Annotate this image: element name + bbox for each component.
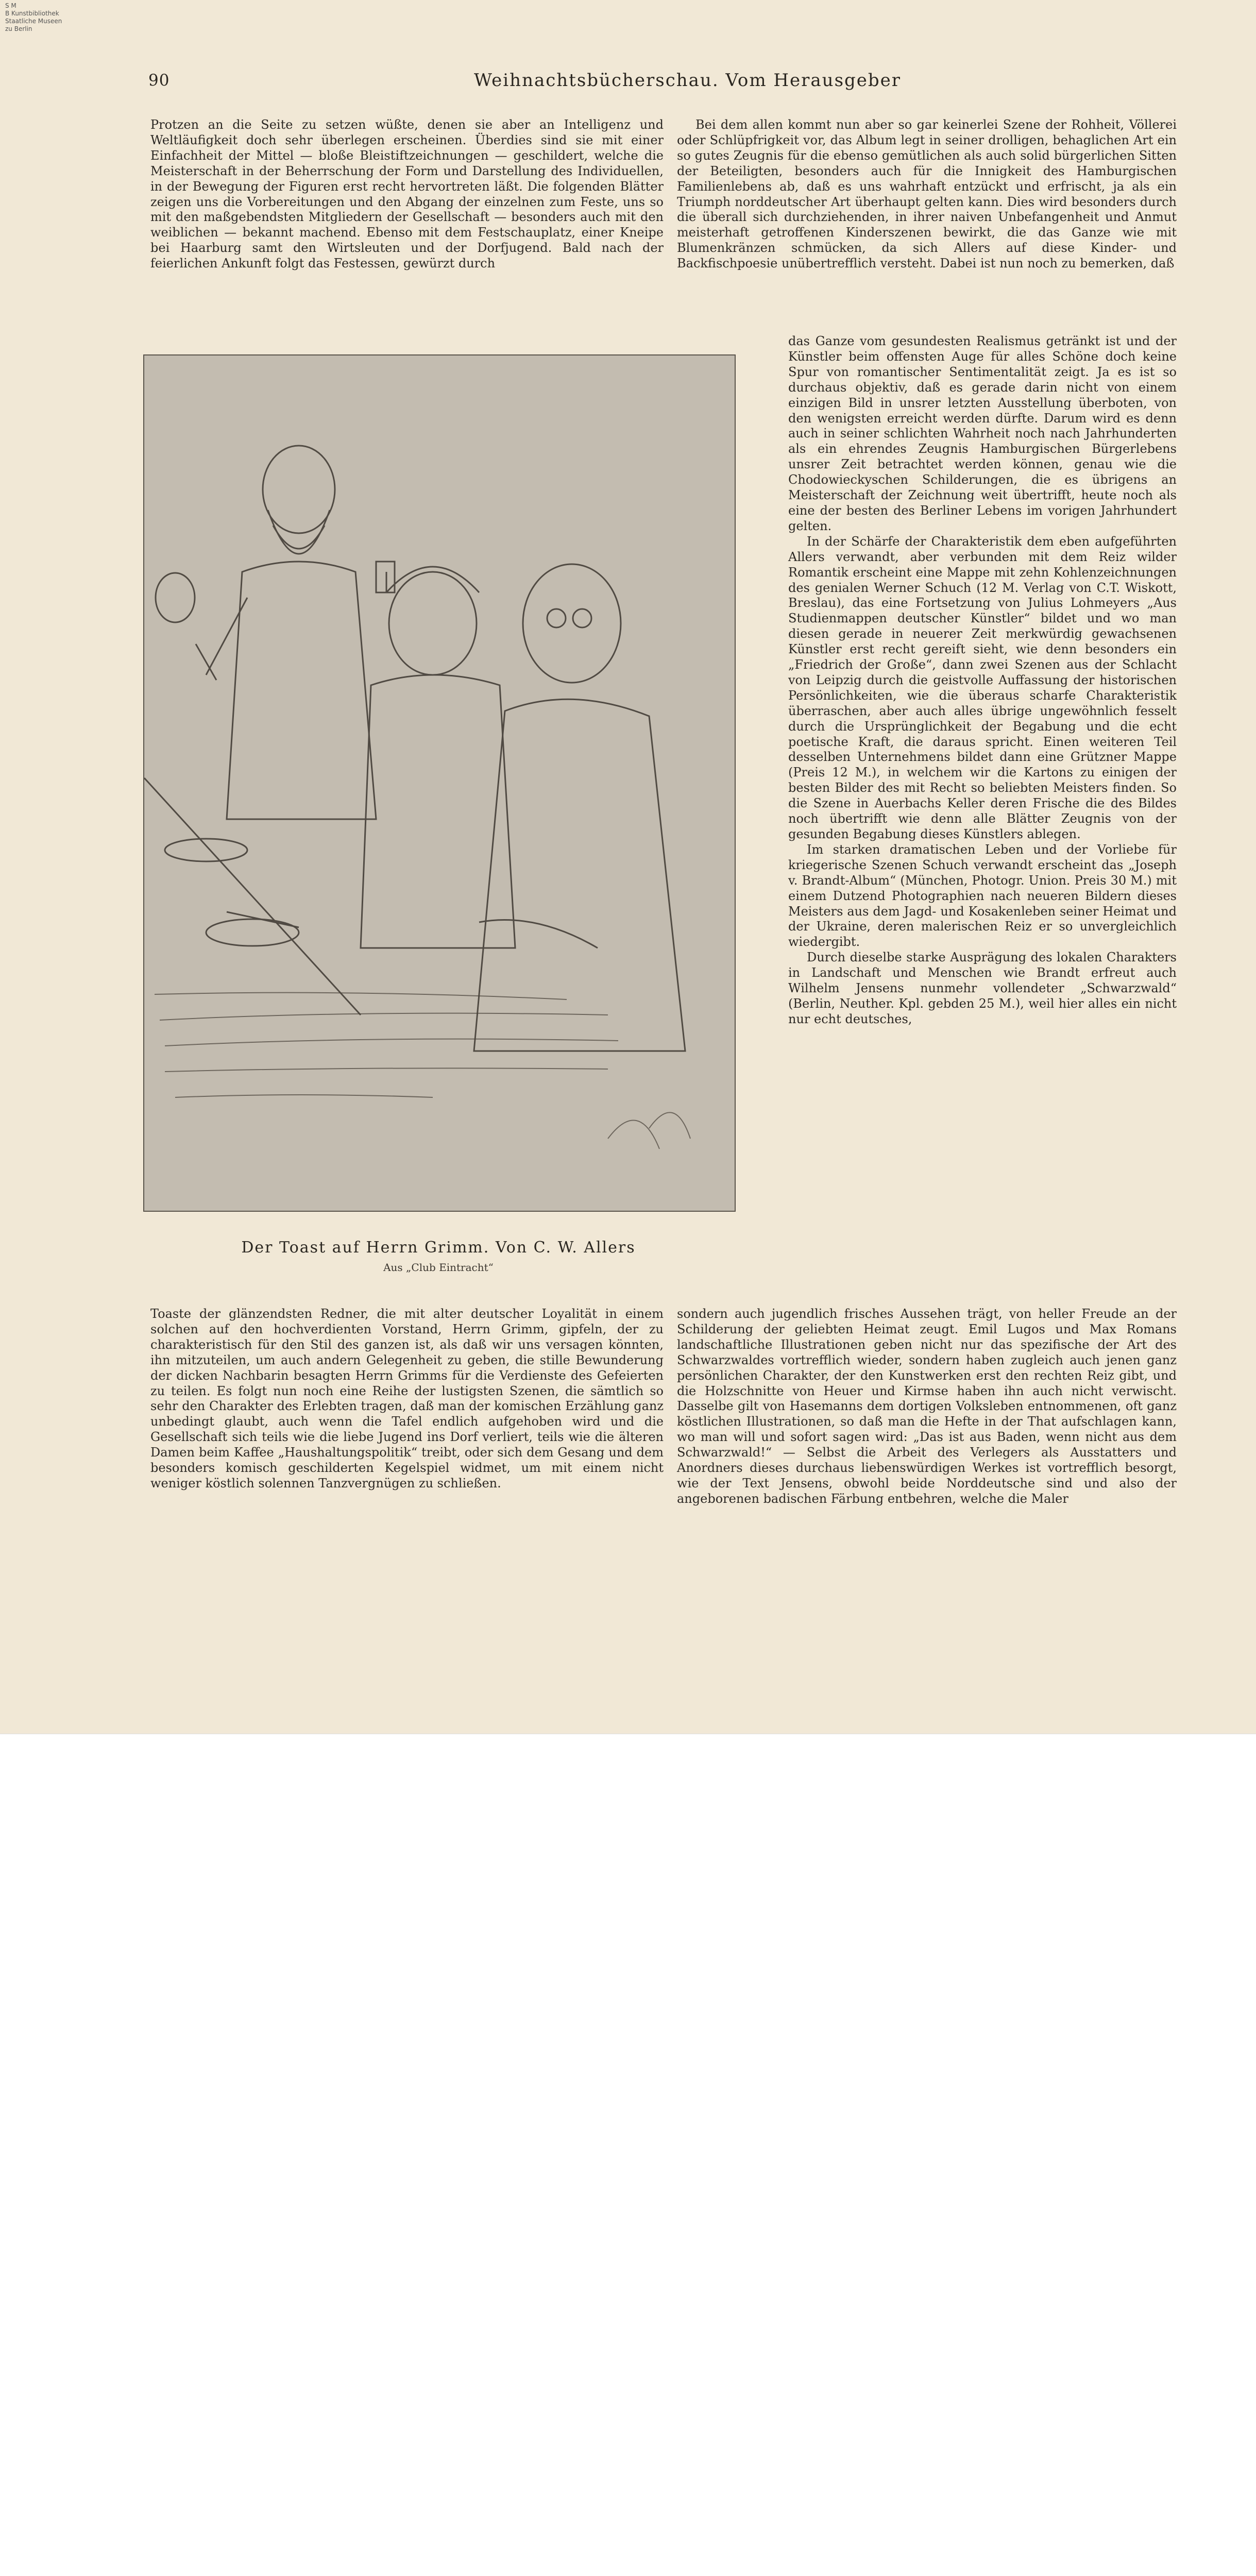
paragraph: Im starken dramatischen Leben und der Vorliebe für kriegerische Szenen Schuch verwandt erscheint das „Joseph v. Brandt-Album“ (München, Photogr. Union. Preis 30 M.) mit einem Dutzend Photographien nach neueren Bildern dieses Meisters aus dem Jagd- und Kosakenleben seiner Heimat und der Ukraine, deren malerischen Reiz er so unvergleichlich wiedergibt. [788, 842, 1177, 950]
stamp-line: B Kunstbibliothek [5, 10, 59, 17]
right-column-top [677, 117, 1177, 272]
running-head: Weihnachtsbücherschau. Vom Herausgeber [474, 70, 902, 91]
paragraph: Bei dem allen kommt nun aber so gar keinerlei Szene der Rohheit, Völlerei oder Schlüpfrigkeit vor, das Album legt in seiner drolligen, behaglichen Art ein so gutes Zeugnis für die ebenso gemütlichen als auch solid bürgerlichen Sitten der Beteiligten, besonders auch für die Innigkeit des Hamburgischen Familienlebens ab, daß es uns wahrhaft entzückt und erfrischt, ja als ein Triumph norddeutscher Art überhaupt gelten kann. Dies wird besonders durch die überall sich durchziehenden, in ihrer naiven Unbefangenheit und Anmut meisterhaft getroffenen Kinderszenen bewirkt, die das Ganze wie mit Blumenkränzen schmücken, da sich Allers auf diese Kinder- und Backfischpoesie unübertrefflich versteht. Dabei ist nun noch zu bemerken, daß [677, 117, 1177, 271]
illustration-caption: Der Toast auf Herrn Grimm. Von C. W. Allers [241, 1239, 636, 1257]
stamp-line: Staatliche Museen [5, 18, 62, 25]
paragraph: Durch dieselbe starke Ausprägung des lokalen Charakters in Landschaft und Menschen wie Brandt erfreut auch Wilhelm Jensens nunmehr vollendeter „Schwarzwald“ (Berlin, Neuther. Kpl. gebden 25 M.), weil hier alles ein nicht nur echt deutsches, [788, 950, 1177, 1026]
illustration-subcaption: Aus „Club Eintracht“ [383, 1261, 494, 1274]
right-column-bottom [677, 1307, 1177, 1507]
paragraph: In der Schärfe der Charakteristik dem eben aufgeführten Allers verwandt, aber verbunden mit dem Reiz wilder Romantik erscheint eine Mappe mit zehn Kohlenzeichnungen des genialen Werner Schuch (12 M. Verlag von C.T. Wiskott, Breslau), das eine Fortsetzung von Julius Lohmeyers „Aus Studienmappen deutscher Künstler“ bildet und wo man diesen gerade in neuerer Zeit merkwürdig gewachsenen Künstler erst recht gereift sieht, wie denn besonders ein „Friedrich der Große“, dann zwei Szenen aus der Schlacht von Leipzig durch die geistvolle Auffassung der historischen Persönlichkeiten, wie die überaus scharfe Charakteristik überraschen, aber auch alles übrige ungewöhnlich fesselt durch die Ursprünglichkeit der Begabung und die echt poetische Kraft, die daraus spricht. Einen weiteren Teil desselben Unternehmens bildet dann eine Grützner Mappe (Preis 12 M.), in welchem wir die Kartons zu einigen der besten Bilder des mit Recht so beliebten Meisters finden. So die Szene in Auerbachs Keller deren Frische die des Bildes noch übertrifft wie denn alle Blätter Zeugnis von der gesunden Begabung dieses Künstlers ablegen. [788, 534, 1177, 841]
paragraph: Protzen an die Seite zu setzen wüßte, denen sie aber an Intelligenz und Weltläufigkeit doch sehr überlegen erscheinen. Überdies sind sie mit einer Einfachheit der Mittel — bloße Bleistiftzeichnungen — geschildert, welche die Meisterschaft in der Beherrschung der Form und Darstellung des Individuellen, in der Bewegung der Figuren erst recht hervortreten läßt. Die folgenden Blätter zeigen uns die Vorbereitungen und den Abgang der einzelnen zum Feste, uns so mit den maßgebendsten Mitgliedern der Gesellschaft — besonders auch mit den weiblichen — bekannt machend. Ebenso mit dem Festschauplatz, einer Kneipe bei Haarburg samt den Wirtsleuten und der Dorfjugend. Bald nach der feierlichen Ankunft folgt das Festessen, gewürzt durch [150, 117, 664, 271]
paragraph: Toaste der glänzendsten Redner, die mit alter deutscher Loyalität in einem solchen auf den hochverdienten Vorstand, Herrn Grimm, gipfeln, der zu charakteristisch für den Stil des ganzen ist, als daß wir uns versagen könnten, ihn mitzuteilen, um auch andern Gelegenheit zu geben, die stille Bewunderung der dicken Nachbarin besagten Herrn Grimms für die Verdienste des Gefeierten zu teilen. Es folgt nun noch eine Reihe der lustigsten Szenen, die sämtlich so sehr den Charakter des Erlebten tragen, daß man der komischen Erzählung ganz unbedingt glaubt, auch wenn die Tafel endlich aufgehoben wird und die Gesellschaft sich teils wie die liebe Jugend ins Dorf verliert, teils wie die älteren Damen beim Kaffee „Haushaltungspolitik“ treibt, oder sich dem Gesang und dem besonders komisch geschilderten Kegelspiel widmet, um mit einem nicht weniger köstlich solennen Tanzvergnügen zu schließen. [150, 1307, 664, 1490]
left-column-top [150, 117, 664, 272]
viewer-footer [0, 1734, 1256, 1829]
paragraph: sondern auch jugendlich frisches Aussehen trägt, von heller Freude an der Schilderung der geliebten Heimat zeugt. Emil Lugos und Max Romans landschaftliche Illustrationen geben nicht nur das spezifische der Art des Schwarzwaldes vortrefflich wieder, sondern haben zugleich auch jenen ganz persönlichen Charakter, der den Kunstwerken erst den rechten Reiz gibt, und die Holzschnitte von Heuer und Kirmse haben ihn auch nicht verwischt. Dasselbe gilt von Hasemanns dem dortigen Volksleben entnommenen, oft ganz köstlichen Illustrationen, so daß man die Hefte in der That aufschlagen kann, wo man will und sofort sagen wird: „Das ist aus Baden, wenn nicht aus dem Schwarzwald!“ — Selbst die Arbeit des Verlegers als Ausstatters und Anordners dieses durchaus liebenswürdigen Werkes ist vortrefflich besorgt, wie der Text Jensens, obwohl beide Norddeutsche sind und also der angeborenen badischen Färbung entbehren, welche die Maler [677, 1307, 1177, 1506]
left-column-bottom [150, 1307, 664, 1492]
stamp-line: S M [5, 2, 16, 9]
page-number: 90 [148, 71, 170, 90]
stamp-line: zu Berlin [5, 25, 32, 32]
library-stamp [5, 2, 67, 33]
paragraph: das Ganze vom gesundesten Realismus getränkt ist und der Künstler beim offensten Auge für alles Schöne doch keine Spur von romantischer Sentimentalität zeigt. Ja es ist so durchaus objektiv, daß es gerade darin nicht von einem einzigen Bild in unsrer letzten Ausstellung überboten, von den wenigsten erreicht werden dürfte. Darum wird es denn auch in seiner schlichten Wahrheit noch nach Jahrhunderten als ein ehrendes Zeugnis Hamburgischen Bürgerlebens unsrer Zeit betrachtet werden können, genau wie die Chodowieckyschen Schilderungen, die es übrigens an Meisterschaft der Zeichnung weit übertrifft, heute noch als eine der besten des Berliner Lebens im vorigen Jahrhundert gelten. [788, 334, 1177, 533]
toast-drawing [144, 355, 735, 1211]
illustration-plate [143, 354, 736, 1212]
right-column-narrow [788, 334, 1177, 1027]
